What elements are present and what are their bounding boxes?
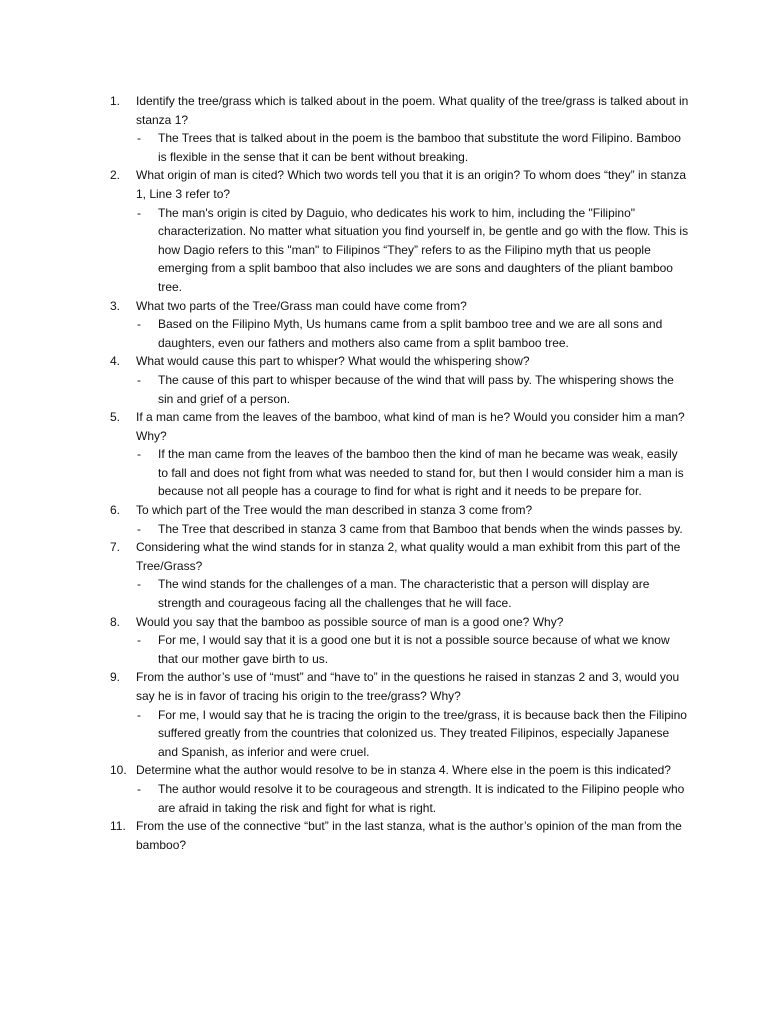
- dash-bullet-icon: -: [137, 447, 141, 462]
- question-number: 9.: [110, 670, 121, 685]
- question-item: [110, 297, 690, 353]
- question-number: 10.: [110, 763, 127, 778]
- question-number: 2.: [110, 168, 121, 183]
- dash-bullet-icon: -: [137, 317, 141, 332]
- answer-bullet: [136, 445, 690, 501]
- question-text: Would you say that the bamboo as possible source of man is a good one? Why?: [136, 614, 564, 629]
- question-item: [110, 613, 690, 669]
- question-text: What two parts of the Tree/Grass man could have come from?: [136, 298, 467, 313]
- question-text: Identify the tree/grass which is talked about in the poem. What quality of the tree/grass is talked about in stanza 1?: [136, 94, 689, 127]
- answer-text: For me, I would say that he is tracing the origin to the tree/grass, it is because back then the Filipino suffered greatly from the countries that colonized us. They treated Filipinos, especially Japanese and Spanish, as inferior and were cruel.: [158, 707, 687, 759]
- question-number: 8.: [110, 614, 121, 629]
- question-item: [110, 92, 690, 166]
- question-list: [110, 92, 690, 854]
- question-number: 3.: [110, 298, 121, 313]
- question-text: What origin of man is cited? Which two words tell you that it is an origin? To whom does “they” in stanza 1, Line 3 refer to?: [136, 168, 687, 201]
- answer-text: The cause of this part to whisper because of the wind that will pass by. The whispering shows the sin and grief of a person.: [158, 372, 674, 406]
- question-item: [110, 761, 690, 817]
- question-item: [110, 817, 690, 854]
- dash-bullet-icon: -: [137, 781, 141, 796]
- dash-bullet-icon: -: [137, 633, 141, 648]
- answer-bullet: [136, 129, 690, 166]
- question-item: [110, 408, 690, 501]
- answer-text: If the man came from the leaves of the bamboo then the kind of man he became was weak, easily to fall and does not fight from what was needed to stand for, but then I would consider him a man is because not all people has a courage to find for what is right and it needs to be prepare for.: [158, 447, 684, 499]
- question-text: From the author’s use of “must” and “have to” in the questions he raised in stanzas 2 and 3, would you say he is in favor of tracing his origin to the tree/grass? Why?: [136, 670, 680, 703]
- answer-text: The author would resolve it to be courageous and strength. It is indicated to the Filipino people who are afraid in taking the risk and fight for what is right.: [158, 781, 685, 815]
- answer-text: The Tree that described in stanza 3 came from that Bamboo that bends when the winds passes by.: [158, 521, 683, 536]
- question-item: [110, 668, 690, 761]
- question-text: What would cause this part to whisper? What would the whispering show?: [136, 354, 530, 369]
- question-number: 11.: [110, 819, 126, 834]
- answer-text: For me, I would say that it is a good one but it is not a possible source because of what we know that our mother gave birth to us.: [158, 633, 670, 666]
- question-number: 1.: [110, 94, 121, 108]
- question-item: [110, 501, 690, 538]
- answer-text: The wind stands for the challenges of a man. The characteristic that a person will display are strength and courageous facing all the challenges that he will face.: [158, 577, 650, 611]
- answer-bullet: [136, 371, 690, 408]
- question-text: From the use of the connective “but” in the last stanza, what is the author’s opinion of the man from the bamboo?: [136, 819, 682, 852]
- answer-bullet: [136, 575, 690, 612]
- answer-bullet: [136, 204, 690, 297]
- question-number: 6.: [110, 503, 121, 518]
- question-number: 5.: [110, 410, 121, 425]
- question-number: 7.: [110, 540, 121, 555]
- answer-bullet: [136, 631, 690, 668]
- answer-text: The Trees that is talked about in the poem is the bamboo that substitute the word Filipino. Bamboo is flexible in the sense that it can be bent without breaking.: [158, 131, 681, 164]
- dash-bullet-icon: -: [137, 577, 141, 592]
- answer-bullet: [136, 520, 690, 539]
- question-number: 4.: [110, 354, 121, 369]
- question-item: [110, 352, 690, 408]
- question-text: If a man came from the leaves of the bamboo, what kind of man is he? Would you consider him a man? Why?: [136, 410, 685, 443]
- answer-bullet: [136, 706, 690, 762]
- dash-bullet-icon: -: [137, 372, 141, 387]
- question-item: [110, 538, 690, 612]
- answer-bullet: [136, 315, 690, 352]
- answer-text: The man's origin is cited by Daguio, who dedicates his work to him, including the "Filipino" characterization. No matter what situation you find yourself in, be gentle and go with the flow. This is how Dagio refers to this "man" to Filipinos “They” refers to as the Filipino myth that us people emerging from a split bamboo that also includes we are sons and daughters of the pliant bamboo tree.: [158, 205, 689, 294]
- dash-bullet-icon: -: [137, 131, 141, 146]
- answer-bullet: [136, 780, 690, 817]
- question-text: Considering what the wind stands for in stanza 2, what quality would a man exhibit from this part of the Tree/Grass?: [136, 540, 681, 573]
- answer-text: Based on the Filipino Myth, Us humans came from a split bamboo tree and we are all sons and daughters, even our fathers and mothers also came from a split bamboo tree.: [158, 317, 663, 350]
- dash-bullet-icon: -: [137, 521, 141, 536]
- dash-bullet-icon: -: [137, 205, 141, 220]
- dash-bullet-icon: -: [137, 707, 141, 722]
- question-text: To which part of the Tree would the man described in stanza 3 come from?: [136, 503, 533, 518]
- question-text: Determine what the author would resolve to be in stanza 4. Where else in the poem is this indicated?: [136, 763, 671, 778]
- question-item: [110, 166, 690, 296]
